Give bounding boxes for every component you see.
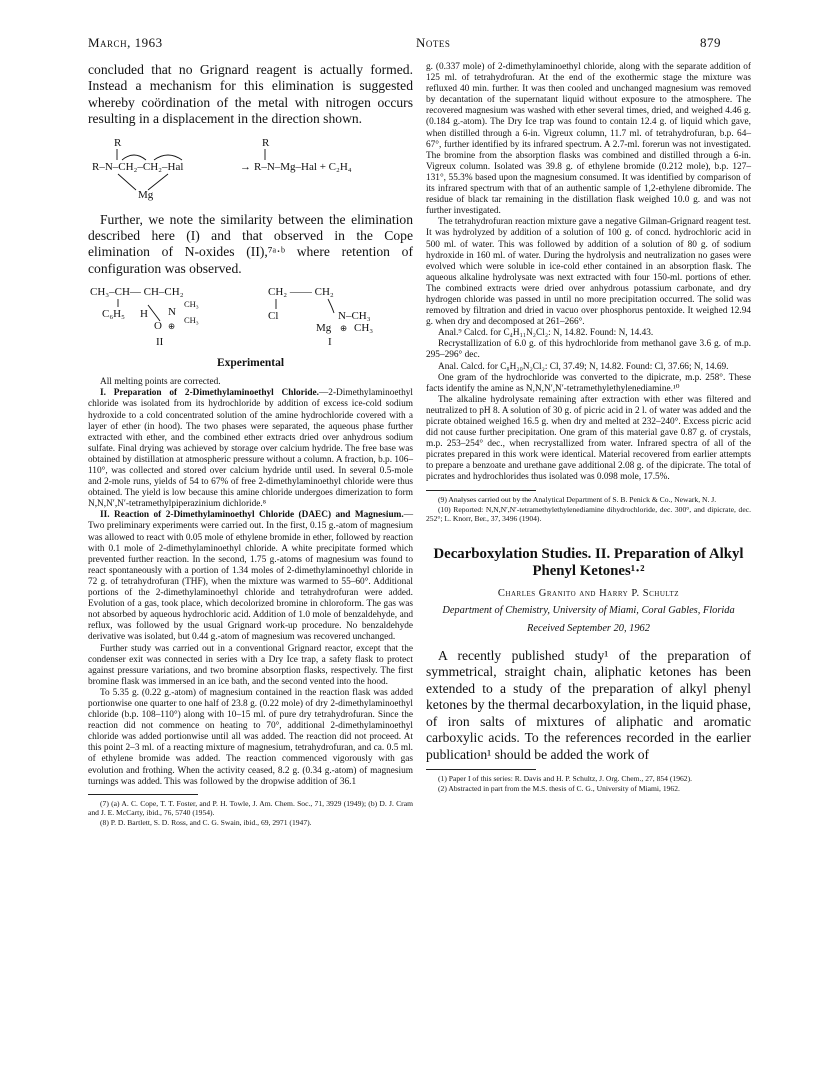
analysis-1: Anal.⁹ Calcd. for C₄H₁₁N₂Cl₂: N, 14.82. Found: N, 14.43. bbox=[438, 328, 654, 339]
svg-text:CH₃: CH₃ bbox=[184, 299, 199, 310]
section-1-title: I. Preparation of 2-Dimethylaminoethyl Chloride. bbox=[100, 388, 319, 399]
continued-paragraph: g. (0.337 mole) of 2-dimethylaminoethyl chloride, along with the separate addition of 125 ml. of tetrahydrofuran. At the end of the exothermic stage the mixture was refluxed 40 min. further. It was then cooled and unchanged magnesium was removed by decantation of the supernatant liquid without exposure to the atmosphere. The recovered magnesium was washed with ether several times, dried, and weighed 4.46 g. (0.184 g.-atom). The Dry Ice trap was found to contain 12.4 g. of liquid which gave, when distilled through a 6-in. Vigreux column, 11.7 ml. of tetrahydrofuran, b.p. 64–67°, further identified by its infrared spectrum. A 2.7-ml. forerun was not investigated. The bromine from the absorption flasks was combined and distilled through a 6-in. Vigreux column. Isolated was 39.8 g. of ethylene bromide (0.212 mole), b.p. 127–131°, 55.3% based upon the magnesium consumed. It was identified by comparison of its infrared spectrum with that of an authentic sample of 1,2-ethylene dibromide. The residue of black tar remaining in the distillation flask weighed 10.0 g. and was not further investigated. bbox=[426, 62, 751, 217]
section-2-title: II. Reaction of 2-Dimethylaminoethyl Chloride (DAEC) and Magnesium. bbox=[100, 510, 404, 521]
footnote-9: (9) Analyses carried out by the Analytical Department of S. B. Penick & Co., Newark, N. J. bbox=[438, 494, 717, 504]
running-head-date: March, 1963 bbox=[88, 35, 163, 50]
structure-ii-label: II bbox=[156, 336, 164, 349]
footnote-rule bbox=[426, 769, 536, 770]
section-2 bbox=[88, 510, 413, 643]
svg-text:CH₃: CH₃ bbox=[354, 322, 374, 335]
page-number: 879 bbox=[700, 35, 721, 50]
svg-text:O: O bbox=[154, 320, 162, 333]
left-column bbox=[88, 62, 413, 828]
reaction-arrow: → bbox=[240, 160, 251, 173]
cope-paragraph: Further, we note the similarity between the elimination described here (I) and that observed in the Cope elimination of N-oxides (II),⁷ᵃ·ᵇ where retention of configuration was observed. bbox=[88, 211, 413, 276]
analysis-2: Anal. Calcd. for C₈H₂₀N₂Cl₂: Cl, 37.49; N, 14.82. Found: Cl, 37.66; N, 14.69. bbox=[438, 361, 729, 372]
svg-text:CH₃: CH₃ bbox=[184, 315, 199, 326]
author-affiliation: Department of Chemistry, University of Miami, Coral Gables, Florida bbox=[442, 604, 735, 616]
dipicrate-paragraph: One gram of the hydrochloride was converted to the dipicrate, m.p. 258°. These facts identify the amine as N,N,N′,N′-tetramethylethylenediamine.¹⁰ bbox=[426, 372, 751, 394]
electron-arrow-1 bbox=[122, 155, 146, 160]
elimination-scheme bbox=[88, 134, 413, 204]
footnote-7: (7) (a) A. C. Cope, T. T. Foster, and P. H. Towle, J. Am. Chem. Soc., 71, 3929 (1949); (b) D. J. Cram and J. E. McCarty, ibid., 76, 5740 (1954). bbox=[88, 798, 413, 817]
picrate-paragraph: The alkaline hydrolysate remaining after extraction with ether was filtered and neutralized to pH 8. A solution of 30 g. of picric acid in 2 l. of water was added and the picrate obtained weighed 16.5 g. when dry and melted at 232–240°. Excess picric acid did not cause further precipitation. One gram of this material gave 0.87 g. of crystals, m.p. 253–254° dec., when recrystallized from water. Infrared spectra of all of the picrates prepared in this work were identical. Material recovered from earlier attempts to prepare a benzoate and urethane gave additional 2.08 g. of the dipicrate. The total of picrates and hydrochlorides thus isolated was 0.098 mole, 17.5%. bbox=[426, 394, 751, 483]
article-authors: Charles Granito and Harry P. Schultz bbox=[497, 587, 680, 599]
svg-text:H: H bbox=[140, 308, 148, 321]
svg-text:⊕: ⊕ bbox=[168, 321, 176, 332]
recrystallization-paragraph: Recrystallization of 6.0 g. of this hydrochloride from methanol gave 3.6 g. of m.p. 295–296° dec. bbox=[426, 339, 751, 361]
bond-n-mg bbox=[118, 174, 136, 190]
footnote-rule bbox=[88, 794, 198, 795]
right-column bbox=[426, 62, 751, 794]
experimental-heading: Experimental bbox=[216, 357, 285, 370]
article-footnotes bbox=[426, 769, 751, 793]
svg-text:N–CH₃: N–CH₃ bbox=[338, 310, 371, 323]
structure-i-label: I bbox=[328, 336, 332, 349]
section-1-body: —2-Dimethylaminoethyl chloride was isolated from its hydrochloride by addition of excess ice-cold sodium hydroxide to a cold concentrated solution of the amine hydrochloride covered with a layer of ether (in hood). The two phases were separated, the aqueous phase further extracted with ether, and the combined ether extracts dried over anhydrous sodium sulfate. Final drying was achieved by storage over calcium hydride. The free base was obtained by distillation at atmospheric pressure without a column. A fraction, b.p. 106–110°, was collected and stored over calcium hydride until used. In several 0.5-mole and 2-mole runs, yields of 54 to 67% of free 2-dimethylaminoethyl chloride were thus obtained. The yield is low because this amine chloride undergoes dimerization to form N,N,N′,N′-tetramethylpiperazinium dichloride.⁸ bbox=[88, 388, 413, 510]
intro-paragraph: concluded that no Grignard reagent is actually formed. Instead a mechanism for this elimination is suggested whereby coördination of the metal with nitrogen occurs resulting in a displacement in the direction shown. bbox=[88, 62, 413, 127]
section-1 bbox=[88, 388, 413, 510]
received-date: Received September 20, 1962 bbox=[527, 623, 650, 635]
melting-point-note: All melting points are corrected. bbox=[100, 377, 221, 388]
footnote-1: (1) Paper I of this series: R. Davis and H. P. Schultz, J. Org. Chem., 27, 854 (1962). bbox=[438, 773, 693, 783]
bond-hal-mg bbox=[148, 174, 168, 190]
footnote-10: (10) Reported: N,N,N′,N′-tetramethylethylenediamine dihydrochloride, dec. 300°, and dipicrate, dec. 252°; L. Knorr, Ber., 37, 3496 (1904). bbox=[426, 504, 751, 523]
svg-text:Mg: Mg bbox=[316, 322, 332, 335]
magnesium-label: Mg bbox=[138, 188, 154, 201]
structure-ii-top-chain: CH₃–CH— CH–CH₂ bbox=[90, 286, 184, 299]
svg-text:N: N bbox=[168, 306, 176, 319]
scheme-left-formula: R–N–CH₂–CH₂–Hal bbox=[92, 160, 184, 173]
transition-state-structures bbox=[88, 283, 413, 349]
footnote-8: (8) P. D. Bartlett, S. D. Ross, and C. G. Swain, ibid., 69, 2971 (1947). bbox=[100, 817, 312, 827]
scheme-right-formula: R–N–Mg–Hal + C₂H₄ bbox=[254, 160, 352, 173]
magnesium-procedure-paragraph: To 5.35 g. (0.22 g.-atom) of magnesium contained in the reaction flask was added portionwise one quarter to one half of 23.8 g. (0.22 mole) of dry 2-dimethylaminoethyl chloride (b.p. 108–110°) along with 10–15 ml. of pure dry tetrahydrofuran. Since the reaction did not commence on heating to 70°, additional 2-dimethylaminoethyl chloride was added portionwise until all was added. The reaction did not proceed. At this point 2–3 ml. of a reacting mixture of magnesium, tetrahydrofuran, and ca. 0.5 ml. of ethylene bromide was added. The reaction commenced vigorously with gas evolution and frothing. When the activity ceased, 8.2 g. (0.34 g.-atom) of magnesium turnings was added. This was followed by the dropwise addition of 36.1 bbox=[88, 687, 413, 787]
footnote-2: (2) Abstracted in part from the M.S. thesis of C. G., University of Miami, 1962. bbox=[438, 783, 680, 793]
further-study-paragraph: Further study was carried out in a conventional Grignard reactor, except that the condenser exit was connected in series with a Dry Ice trap, a safety flask to protect against pressure variations, and two bromine absorption flasks, respectively. The first bromine flask was immersed in an ice bath, and the second vented into the hood. bbox=[88, 643, 413, 687]
left-footnotes bbox=[88, 794, 413, 827]
running-head-section: Notes bbox=[416, 35, 451, 50]
structure-i-top-chain: CH₂ —— CH₂ bbox=[268, 286, 334, 299]
footnote-rule bbox=[426, 490, 536, 491]
right-footnotes bbox=[426, 490, 751, 523]
article-title: Decarboxylation Studies. II. Preparation of Alkyl Phenyl Ketones¹·² bbox=[433, 545, 744, 579]
section-2-body: —Two preliminary experiments were carried out. In the first, 0.15 g.-atom of magnesium was allowed to react with 0.05 mole of ethylene bromide in ether, followed by reaction with 0.1 mole of 2-dimethylaminoethyl chloride. A white precipitate formed which prevented further reaction. In the second, 1.75 g.-atoms of magnesium was found to react spontaneously with a portion of 1.34 moles of 2-dimethylaminoethyl chloride in 72 g. of tetrahydrofuran (THF), when the mixture was warmed to 55–60°. Additional portions of the 2-dimethylaminoethyl chloride and tetrahydrofuran were added. Evolution of a gas, took place, which decolorized bromine in chloroform. The gas was not absorbed by aqueous hydrochloric acid. Addition of 1.0 mole of benzaldehyde, and reflux, was followed by the usual Grignard work-up procedure. No benzaldehyde derivative was isolated, but 0.44 g.-atom of magnesium was recovered unchanged. bbox=[88, 510, 413, 643]
r-substituent-left: R bbox=[114, 136, 122, 149]
svg-text:Cl: Cl bbox=[268, 310, 279, 323]
article-intro: A recently published study¹ of the preparation of symmetrical, straight chain, aliphatic ketones has been extended to a study of the preparation of alkyl phenyl ketones by the thermal decarboxylation, in the liquid phase, of iron salts of mixtures of aliphatic and aromatic carboxylic acids. To the references recorded in the earlier publication¹ should be added the work of bbox=[426, 648, 751, 762]
electron-arrow-2 bbox=[154, 155, 182, 160]
svg-text:⊕: ⊕ bbox=[340, 323, 348, 334]
hydrolysis-paragraph: The tetrahydrofuran reaction mixture gave a negative Gilman-Grignard reagent test. It was hydrolyzed by addition of a solution of 100 g. of concd. hydrochloric acid in 500 ml. of water. This was followed by addition of a solution of 80 g. of sodium hydroxide in 160 ml. of water. During the hydrolysis and neutralization no gases were evolved which were soluble in ice-cold ether contained in an absorption flask. The aqueous alkaline hydrolysate was next extracted with four 150-ml. portions of ether. The combined extracts were dried over anhydrous potassium carbonate, and dry hydrogen chloride was passed in until no more precipitation occurred. The solid was removed by filtration and dried in vacuo over phosphorus pentoxide. It weighed 12.94 g. when dry and decomposed at 261–266°. bbox=[426, 217, 751, 328]
r-substituent-right: R bbox=[262, 136, 270, 149]
svg-text:C₆H₅: C₆H₅ bbox=[102, 308, 125, 321]
